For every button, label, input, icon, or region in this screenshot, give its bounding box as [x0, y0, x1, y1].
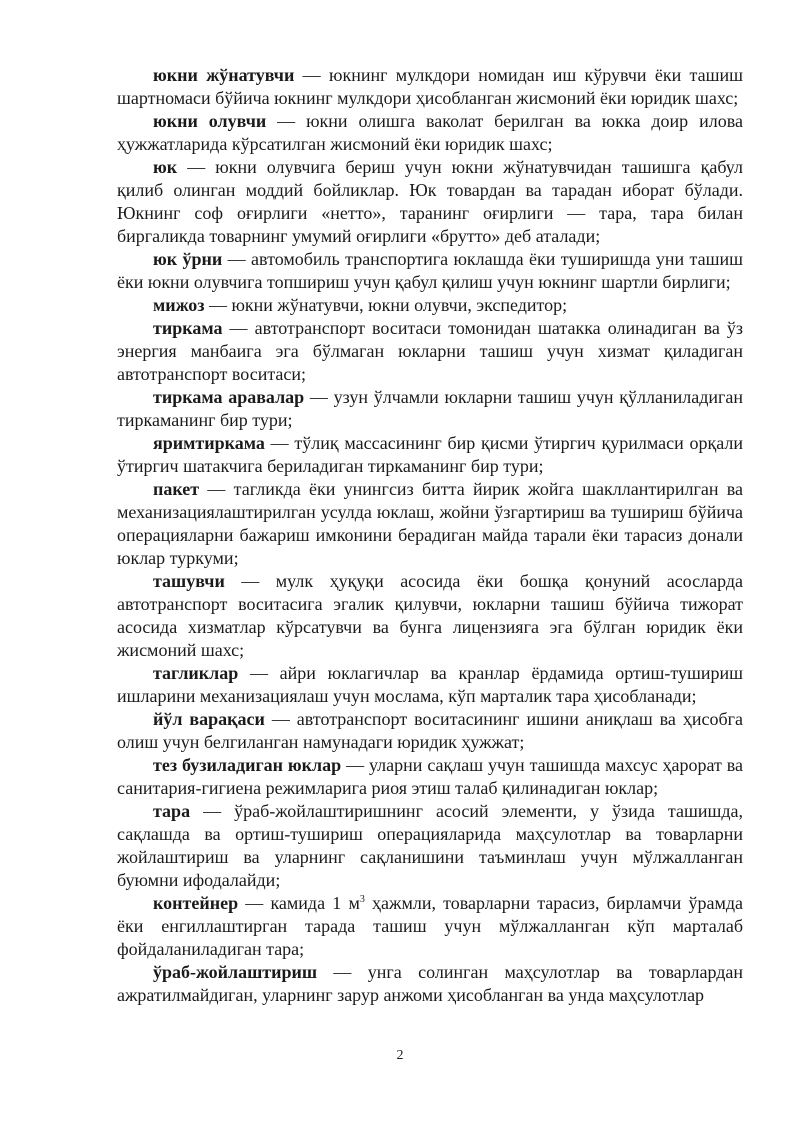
glossary-entry	[117, 754, 743, 800]
glossary-entry	[117, 800, 743, 892]
entry-definition: — уларни сақлаш учун ташишда махсус ҳарорат ва санитария-гигиена режимларига риоя этиш талаб қилинадиган юклар;	[117, 755, 743, 798]
entry-term: юк ўрни	[153, 249, 223, 269]
entry-definition: — мулк ҳуқуқи асосида ёки бошқа қонуний асосларда автотранспорт воситасига эгалик қилувчи, юкларни ташиш бўйича тижорат асосида хизматлар кўрсатувчи ва бунга лицензияга эга бўлган юридик ёки жисмоний шахс;	[117, 571, 743, 660]
cubic-superscript: 3	[359, 894, 365, 905]
glossary-entry	[117, 708, 743, 754]
glossary-entry	[117, 248, 743, 294]
entry-definition: — автомобиль транспортига юклашда ёки туширишда уни ташиш ёки юкни олувчига топшириш учун қабул қилиш учун юкнинг шартли бирлиги;	[117, 249, 743, 292]
entry-term: юк	[153, 157, 178, 177]
entry-definition-start: — камида 1 м	[238, 893, 360, 913]
page-number: 2	[396, 1048, 404, 1063]
glossary-entry	[117, 478, 743, 570]
entry-definition: — узун ўлчамли юкларни ташиш учун қўлланиладиган тиркаманинг бир тури;	[117, 387, 744, 430]
entry-definition: — тўлиқ массасининг бир қисми ўтиргич қурилмаси орқали ўтиргич шатакчига бериладиган тиркаманинг бир тури;	[117, 433, 743, 476]
glossary-entry	[117, 432, 743, 478]
entry-term: юкни олувчи	[153, 111, 267, 131]
entry-term: тиркама аравалар	[153, 387, 305, 407]
entry-definition: — айри юклагичлар ва кранлар ёрдамида ортиш-тушириш ишларини механизациялаш учун мослама, кўп марталик тара ҳисобланади;	[117, 663, 743, 706]
entry-term: йўл варақаси	[153, 709, 265, 729]
entry-definition-end: ҳажмли, товарларни тарасиз, бирламчи ўрамда ёки енгиллаштирган тарада ташиш учун мўлжалланган кўп марталаб фойдаланиладиган тара;	[117, 893, 743, 959]
entry-term: контейнер	[153, 893, 239, 913]
entry-term: пакет	[153, 479, 200, 499]
glossary-entry	[117, 317, 743, 386]
entry-definition: — тагликда ёки унингсиз битта йирик жойга шакллантирилган ва механизациялаштирилган усулда юклаш, жойни ўзгартириш ва тушириш бўйича операцияларни бажариш имконини берадиган майда тарали ёки тарасиз донали юклар туркуми;	[117, 479, 743, 568]
glossary-entry	[117, 386, 743, 432]
entry-term: тез бузиладиган юклар	[153, 755, 342, 775]
entry-term: тиркама	[153, 318, 223, 338]
glossary-entry	[117, 156, 743, 248]
glossary-entry-container	[117, 892, 743, 961]
entry-definition: — автотранспорт воситасининг ишини аниқлаш ва ҳисобга олиш учун белгиланган намунадаги юридик ҳужжат;	[117, 709, 743, 752]
glossary-entry	[117, 64, 743, 110]
entry-definition: — юкни олувчига бериш учун юкни жўнатувчидан ташишга қабул қилиб олинган моддий бойликлар. Юк товардан ва тарадан иборат бўлади. Юкнинг соф оғирлиги «нетто», таранинг оғирлиги — тара, тара билан биргаликда товарнинг умумий оғирлиги «брутто» деб аталади;	[117, 157, 743, 246]
entry-definition: — юкни олишга ваколат берилган ва юкка доир илова ҳужжатларида кўрсатилган жисмоний ёки юридик шахс;	[117, 111, 743, 154]
entry-definition: — унга солинган маҳсулотлар ва товарлардан ажратилмайдиган, уларнинг зарур анжоми ҳисобланган ва унда маҳсулотлар	[117, 962, 743, 1005]
entry-definition: — автотранспорт воситаси томонидан шатакка олинадиган ва ўз энергия манбаига эга бўлмаган юкларни ташиш учун хизмат қиладиган автотранспорт воситаси;	[117, 318, 743, 384]
entry-definition: — юкни жўнатувчи, юкни олувчи, экспедитор;	[204, 295, 568, 315]
glossary-entry	[117, 570, 743, 662]
entry-term: ўраб-жойлаштириш	[153, 962, 318, 982]
entry-term: яримтиркама	[153, 433, 265, 453]
entry-term: юкни жўнатувчи	[153, 65, 295, 85]
glossary-entry	[117, 294, 743, 317]
entry-term: ташувчи	[153, 571, 225, 591]
entry-definition: — юкнинг мулкдори номидан иш кўрувчи ёки ташиш шартномаси бўйича юкнинг мулкдори ҳисобланган жисмоний ёки юридик шахс;	[117, 65, 743, 108]
glossary-entry	[117, 110, 743, 156]
entry-definition: — ўраб-жойлаштиришнинг асосий элементи, у ўзида ташишда, сақлашда ва ортиш-тушириш операцияларида маҳсулотлар ва товарларни жойлаштириш ва уларнинг сақланишини таъминлаш учун мўлжалланган буюмни ифодалайди;	[117, 801, 743, 890]
entry-term: тара	[153, 801, 191, 821]
entry-term: мижоз	[153, 295, 205, 315]
glossary-entry	[117, 662, 743, 708]
glossary-body	[117, 64, 743, 1007]
glossary-entry-continued	[117, 961, 743, 1007]
entry-term: тагликлар	[153, 663, 239, 683]
